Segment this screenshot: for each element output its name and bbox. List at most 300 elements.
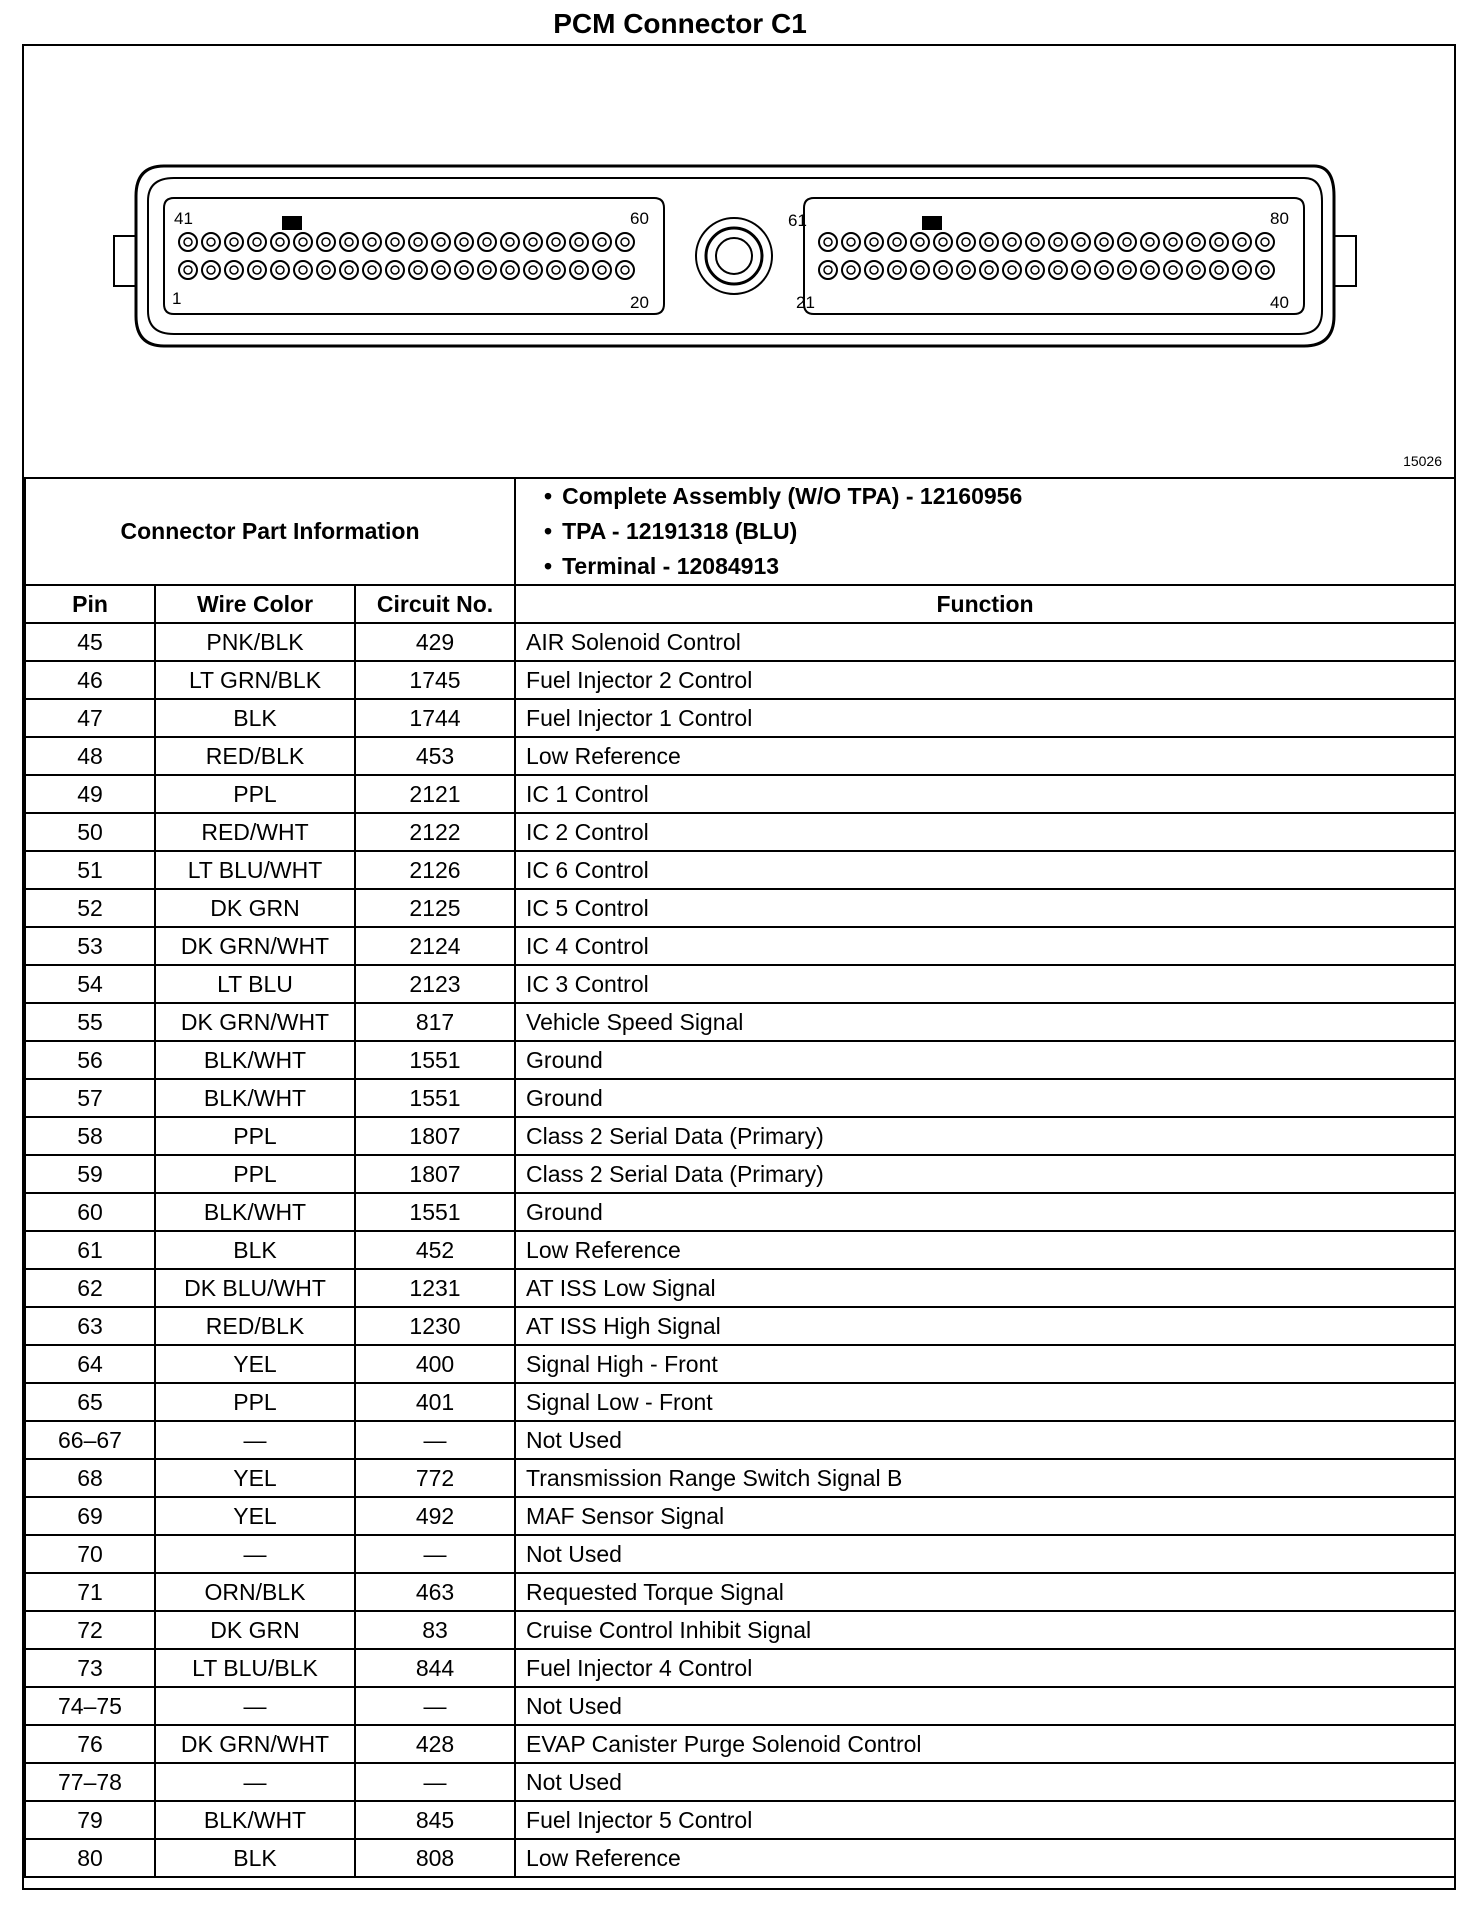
pin-terminal	[552, 266, 560, 274]
pin-cell: 77–78	[25, 1763, 155, 1801]
function-cell: Low Reference	[515, 737, 1455, 775]
pin-cavity	[980, 233, 998, 251]
pin-terminal	[824, 238, 832, 246]
pin-terminal	[1100, 238, 1108, 246]
pin-terminal	[1261, 238, 1269, 246]
pin-terminal	[299, 266, 307, 274]
pin-cavity	[1141, 233, 1159, 251]
pin-cavity	[547, 261, 565, 279]
pin-cavity	[271, 233, 289, 251]
wire-color-cell: DK GRN/WHT	[155, 1725, 355, 1763]
pin-cavity	[616, 261, 634, 279]
pin-cell: 52	[25, 889, 155, 927]
wire-color-cell: LT BLU	[155, 965, 355, 1003]
circuit-cell: 1230	[355, 1307, 515, 1345]
pin-cavity	[1026, 233, 1044, 251]
pin-cavity	[911, 261, 929, 279]
function-cell: Low Reference	[515, 1231, 1455, 1269]
wire-color-cell: DK GRN/WHT	[155, 1003, 355, 1041]
pin-cell: 66–67	[25, 1421, 155, 1459]
pin-cavity	[888, 261, 906, 279]
pin-cavity	[363, 261, 381, 279]
pin-terminal	[230, 266, 238, 274]
pin-terminal	[230, 238, 238, 246]
circuit-cell: 83	[355, 1611, 515, 1649]
table-row	[25, 1155, 1455, 1193]
circuit-cell: 1551	[355, 1193, 515, 1231]
pin-cavity	[593, 233, 611, 251]
pin-cavity	[842, 261, 860, 279]
pin-cavity	[340, 261, 358, 279]
pin-cavity	[819, 233, 837, 251]
pin-cavity	[1003, 233, 1021, 251]
table-row	[25, 927, 1455, 965]
pin-cavity	[225, 233, 243, 251]
pin-cavity	[1095, 233, 1113, 251]
wire-color-cell: DK BLU/WHT	[155, 1269, 355, 1307]
pin-terminal	[598, 266, 606, 274]
pin-terminal	[460, 266, 468, 274]
pin-cavity	[317, 261, 335, 279]
pin-terminal	[299, 238, 307, 246]
pin-terminal	[824, 266, 832, 274]
table-row	[25, 889, 1455, 927]
function-cell: Cruise Control Inhibit Signal	[515, 1611, 1455, 1649]
table-row	[25, 1725, 1455, 1763]
pin-terminal	[437, 266, 445, 274]
pin-terminal	[506, 238, 514, 246]
wire-color-cell: —	[155, 1763, 355, 1801]
circuit-cell: 428	[355, 1725, 515, 1763]
pin-cell: 62	[25, 1269, 155, 1307]
wire-color-cell: LT GRN/BLK	[155, 661, 355, 699]
pin-cell: 47	[25, 699, 155, 737]
pin-cavity	[1049, 261, 1067, 279]
function-cell: IC 4 Control	[515, 927, 1455, 965]
table-row	[25, 1649, 1455, 1687]
pin-cell: 57	[25, 1079, 155, 1117]
pin-cavity	[593, 261, 611, 279]
pin-terminal	[1031, 266, 1039, 274]
pin-cavity	[570, 233, 588, 251]
pin-cavity	[409, 233, 427, 251]
pin-cavity	[271, 261, 289, 279]
right-pin-rows	[819, 233, 1274, 279]
pin-terminal	[345, 238, 353, 246]
pin-terminal	[962, 266, 970, 274]
pin-cavity	[179, 261, 197, 279]
pin-terminal	[322, 238, 330, 246]
pin-terminal	[1146, 238, 1154, 246]
pin-terminal	[916, 266, 924, 274]
pin-cavity	[386, 233, 404, 251]
wire-color-cell: PNK/BLK	[155, 623, 355, 661]
right-pin-block	[804, 198, 1304, 314]
table-row	[25, 1231, 1455, 1269]
function-cell: Low Reference	[515, 1839, 1455, 1877]
function-cell: Signal Low - Front	[515, 1383, 1455, 1421]
table-row	[25, 1117, 1455, 1155]
pin-label-20: 20	[630, 293, 649, 312]
circuit-cell: 400	[355, 1345, 515, 1383]
circuit-cell: 1744	[355, 699, 515, 737]
pin-terminal	[460, 238, 468, 246]
wire-color-cell: RED/BLK	[155, 737, 355, 775]
pin-terminal	[483, 266, 491, 274]
table-row	[25, 1269, 1455, 1307]
circuit-cell: 2121	[355, 775, 515, 813]
pin-cell: 49	[25, 775, 155, 813]
pin-cell: 50	[25, 813, 155, 851]
pin-cell: 61	[25, 1231, 155, 1269]
pin-terminal	[506, 266, 514, 274]
circuit-cell: 1807	[355, 1155, 515, 1193]
circuit-cell: 808	[355, 1839, 515, 1877]
function-cell: Ground	[515, 1079, 1455, 1117]
table-row	[25, 775, 1455, 813]
left-pin-block	[164, 198, 664, 314]
pin-cavity	[248, 233, 266, 251]
part-info-item: • Complete Assembly (W/O TPA) - 12160956	[544, 479, 1454, 514]
wire-color-cell: RED/BLK	[155, 1307, 355, 1345]
pin-cell: 63	[25, 1307, 155, 1345]
pin-terminal	[916, 238, 924, 246]
pin-cell: 80	[25, 1839, 155, 1877]
pin-terminal	[939, 238, 947, 246]
pin-cell: 55	[25, 1003, 155, 1041]
pin-terminal	[1238, 238, 1246, 246]
figure-number: 15026	[1403, 453, 1442, 469]
table-row	[25, 1611, 1455, 1649]
pin-cavity	[1141, 261, 1159, 279]
circuit-cell: 1551	[355, 1079, 515, 1117]
pin-terminal	[1169, 238, 1177, 246]
table-row	[25, 1193, 1455, 1231]
header-pin: Pin	[25, 585, 155, 623]
connector-diagram	[24, 46, 1454, 479]
function-cell: Class 2 Serial Data (Primary)	[515, 1155, 1455, 1193]
pin-cell: 64	[25, 1345, 155, 1383]
pin-cell: 74–75	[25, 1687, 155, 1725]
pin-cell: 51	[25, 851, 155, 889]
pin-cell: 59	[25, 1155, 155, 1193]
pin-cell: 65	[25, 1383, 155, 1421]
function-cell: Not Used	[515, 1421, 1455, 1459]
pin-terminal	[391, 266, 399, 274]
pin-cavity	[524, 261, 542, 279]
function-cell: Signal High - Front	[515, 1345, 1455, 1383]
pin-cavity	[1118, 261, 1136, 279]
part-info-list	[515, 478, 1455, 585]
pin-cavity	[478, 233, 496, 251]
pin-terminal	[483, 238, 491, 246]
pin-terminal	[847, 266, 855, 274]
circuit-cell: 429	[355, 623, 515, 661]
pin-cell: 56	[25, 1041, 155, 1079]
pin-cell: 60	[25, 1193, 155, 1231]
wire-color-cell: YEL	[155, 1459, 355, 1497]
pin-terminal	[253, 238, 261, 246]
circuit-cell: 2124	[355, 927, 515, 965]
circuit-cell: 1745	[355, 661, 515, 699]
circuit-cell: —	[355, 1535, 515, 1573]
pin-cavity	[386, 261, 404, 279]
pin-cavity	[1187, 233, 1205, 251]
table-row	[25, 1383, 1455, 1421]
pin-cell: 79	[25, 1801, 155, 1839]
header-function: Function	[515, 585, 1455, 623]
circuit-cell: 772	[355, 1459, 515, 1497]
table-row	[25, 1687, 1455, 1725]
wire-color-cell: BLK	[155, 1231, 355, 1269]
pin-cavity	[865, 261, 883, 279]
left-latch	[114, 236, 136, 286]
page-title: PCM Connector C1	[553, 8, 807, 39]
table-row	[25, 1573, 1455, 1611]
function-cell: MAF Sensor Signal	[515, 1497, 1455, 1535]
pin-cavity	[957, 233, 975, 251]
header-wire-color: Wire Color	[155, 585, 355, 623]
table-row	[25, 1421, 1455, 1459]
pin-label-61: 61	[788, 211, 807, 230]
pin-cavity	[1095, 261, 1113, 279]
pin-terminal	[598, 238, 606, 246]
table-row	[25, 1307, 1455, 1345]
pin-cavity	[248, 261, 266, 279]
pin-cavity	[340, 233, 358, 251]
connector-illustration	[24, 46, 1454, 477]
wire-color-cell: —	[155, 1535, 355, 1573]
circuit-cell: 845	[355, 1801, 515, 1839]
wire-color-cell: —	[155, 1421, 355, 1459]
pin-cell: 58	[25, 1117, 155, 1155]
pin-terminal	[437, 238, 445, 246]
pin-terminal	[1192, 238, 1200, 246]
pin-terminal	[207, 266, 215, 274]
pin-cavity	[1026, 261, 1044, 279]
pin-cavity	[934, 261, 952, 279]
pin-cavity	[455, 233, 473, 251]
function-cell: Fuel Injector 4 Control	[515, 1649, 1455, 1687]
pin-cavity	[1187, 261, 1205, 279]
circuit-cell: 463	[355, 1573, 515, 1611]
pin-terminal	[1146, 266, 1154, 274]
pin-cavity	[363, 233, 381, 251]
table-header-row	[25, 585, 1455, 623]
wire-color-cell: LT BLU/WHT	[155, 851, 355, 889]
wire-color-cell: ORN/BLK	[155, 1573, 355, 1611]
right-latch	[1334, 236, 1356, 286]
pin-label-1: 1	[172, 289, 182, 308]
pin-label-40: 40	[1270, 293, 1289, 312]
pin-cavity	[202, 261, 220, 279]
wire-color-cell: PPL	[155, 1155, 355, 1193]
pin-terminal	[1261, 266, 1269, 274]
pin-cell: 53	[25, 927, 155, 965]
function-cell: Fuel Injector 5 Control	[515, 1801, 1455, 1839]
circuit-cell: 844	[355, 1649, 515, 1687]
pin-cavity	[1233, 261, 1251, 279]
pin-cavity	[888, 233, 906, 251]
pin-cavity	[1049, 233, 1067, 251]
table-row	[25, 1535, 1455, 1573]
pin-cavity	[455, 261, 473, 279]
pin-terminal	[345, 266, 353, 274]
pin-cavity	[1164, 233, 1182, 251]
pin-terminal	[575, 266, 583, 274]
pin-terminal	[1077, 238, 1085, 246]
pin-cavity	[501, 233, 519, 251]
function-cell: Vehicle Speed Signal	[515, 1003, 1455, 1041]
pin-cavity	[547, 233, 565, 251]
pin-cavity	[1256, 261, 1274, 279]
pin-label-60: 60	[630, 209, 649, 228]
pin-terminal	[276, 238, 284, 246]
pin-cavity	[1256, 233, 1274, 251]
table-row	[25, 1003, 1455, 1041]
pin-cell: 76	[25, 1725, 155, 1763]
function-cell: IC 5 Control	[515, 889, 1455, 927]
pin-label-80: 80	[1270, 209, 1289, 228]
circuit-cell: —	[355, 1687, 515, 1725]
function-cell: Fuel Injector 1 Control	[515, 699, 1455, 737]
table-row	[25, 1459, 1455, 1497]
left-pin-rows	[179, 233, 634, 279]
right-key	[922, 216, 942, 230]
pin-terminal	[276, 266, 284, 274]
function-cell: IC 2 Control	[515, 813, 1455, 851]
pin-terminal	[621, 266, 629, 274]
connector-sheet	[22, 44, 1456, 1890]
table-row	[25, 1839, 1455, 1877]
function-cell: IC 3 Control	[515, 965, 1455, 1003]
pin-cavity	[1164, 261, 1182, 279]
wire-color-cell: BLK	[155, 1839, 355, 1877]
function-cell: AIR Solenoid Control	[515, 623, 1455, 661]
pin-terminal	[939, 266, 947, 274]
function-cell: Class 2 Serial Data (Primary)	[515, 1117, 1455, 1155]
pin-terminal	[1008, 266, 1016, 274]
pin-terminal	[1169, 266, 1177, 274]
pin-cavity	[501, 261, 519, 279]
wire-color-cell: PPL	[155, 1117, 355, 1155]
pin-terminal	[575, 238, 583, 246]
pin-terminal	[368, 266, 376, 274]
table-row	[25, 661, 1455, 699]
function-cell: EVAP Canister Purge Solenoid Control	[515, 1725, 1455, 1763]
pin-cavity	[1210, 261, 1228, 279]
pin-terminal	[893, 238, 901, 246]
pin-cell: 68	[25, 1459, 155, 1497]
circuit-cell: 453	[355, 737, 515, 775]
pin-terminal	[1054, 266, 1062, 274]
circuit-cell: 1231	[355, 1269, 515, 1307]
wire-color-cell: DK GRN	[155, 889, 355, 927]
pin-cavity	[1233, 233, 1251, 251]
wire-color-cell: BLK/WHT	[155, 1041, 355, 1079]
pin-cavity	[432, 233, 450, 251]
pin-cavity	[1072, 233, 1090, 251]
function-cell: Not Used	[515, 1763, 1455, 1801]
function-cell: Requested Torque Signal	[515, 1573, 1455, 1611]
function-cell: Transmission Range Switch Signal B	[515, 1459, 1455, 1497]
pin-terminal	[322, 266, 330, 274]
wire-color-cell: YEL	[155, 1497, 355, 1535]
pin-terminal	[1100, 266, 1108, 274]
pin-cavity	[1072, 261, 1090, 279]
pin-cavity	[478, 261, 496, 279]
pin-cavity	[225, 261, 243, 279]
circuit-cell: —	[355, 1763, 515, 1801]
pin-terminal	[1031, 238, 1039, 246]
table-row	[25, 1041, 1455, 1079]
pin-terminal	[391, 238, 399, 246]
pin-cavity	[842, 233, 860, 251]
circuit-cell: 492	[355, 1497, 515, 1535]
pin-cavity	[432, 261, 450, 279]
wire-color-cell: PPL	[155, 1383, 355, 1421]
pin-terminal	[1008, 238, 1016, 246]
pin-terminal	[962, 238, 970, 246]
pin-cell: 72	[25, 1611, 155, 1649]
pin-terminal	[847, 238, 855, 246]
pin-cell: 69	[25, 1497, 155, 1535]
table-row	[25, 737, 1455, 775]
table-row	[25, 623, 1455, 661]
pin-terminal	[1123, 266, 1131, 274]
pin-terminal	[1215, 266, 1223, 274]
table-row	[25, 1345, 1455, 1383]
function-cell: AT ISS Low Signal	[515, 1269, 1455, 1307]
pin-cell: 48	[25, 737, 155, 775]
pin-terminal	[529, 266, 537, 274]
left-key	[282, 216, 302, 230]
pin-cavity	[179, 233, 197, 251]
pin-cavity	[1118, 233, 1136, 251]
circuit-cell: 401	[355, 1383, 515, 1421]
function-cell: Ground	[515, 1193, 1455, 1231]
table-row	[25, 1763, 1455, 1801]
pin-cavity	[294, 261, 312, 279]
table-row	[25, 1079, 1455, 1117]
circuit-cell: 452	[355, 1231, 515, 1269]
pin-cell: 73	[25, 1649, 155, 1687]
pin-terminal	[184, 238, 192, 246]
pin-terminal	[985, 238, 993, 246]
wire-color-cell: DK GRN/WHT	[155, 927, 355, 965]
pin-cavity	[865, 233, 883, 251]
pin-terminal	[1192, 266, 1200, 274]
circuit-cell: 2126	[355, 851, 515, 889]
pin-cavity	[409, 261, 427, 279]
pin-cavity	[934, 233, 952, 251]
pin-terminal	[253, 266, 261, 274]
pin-cavity	[294, 233, 312, 251]
pin-cavity	[616, 233, 634, 251]
table-row	[25, 1497, 1455, 1535]
pin-cell: 45	[25, 623, 155, 661]
pin-terminal	[1123, 238, 1131, 246]
pin-terminal	[870, 266, 878, 274]
wire-color-cell: YEL	[155, 1345, 355, 1383]
pin-terminal	[414, 266, 422, 274]
part-info-item: • TPA - 12191318 (BLU)	[544, 514, 1454, 549]
circuit-cell: 1551	[355, 1041, 515, 1079]
wire-color-cell: LT BLU/BLK	[155, 1649, 355, 1687]
pin-cell: 70	[25, 1535, 155, 1573]
pin-label-21: 21	[796, 293, 815, 312]
circuit-cell: 2122	[355, 813, 515, 851]
